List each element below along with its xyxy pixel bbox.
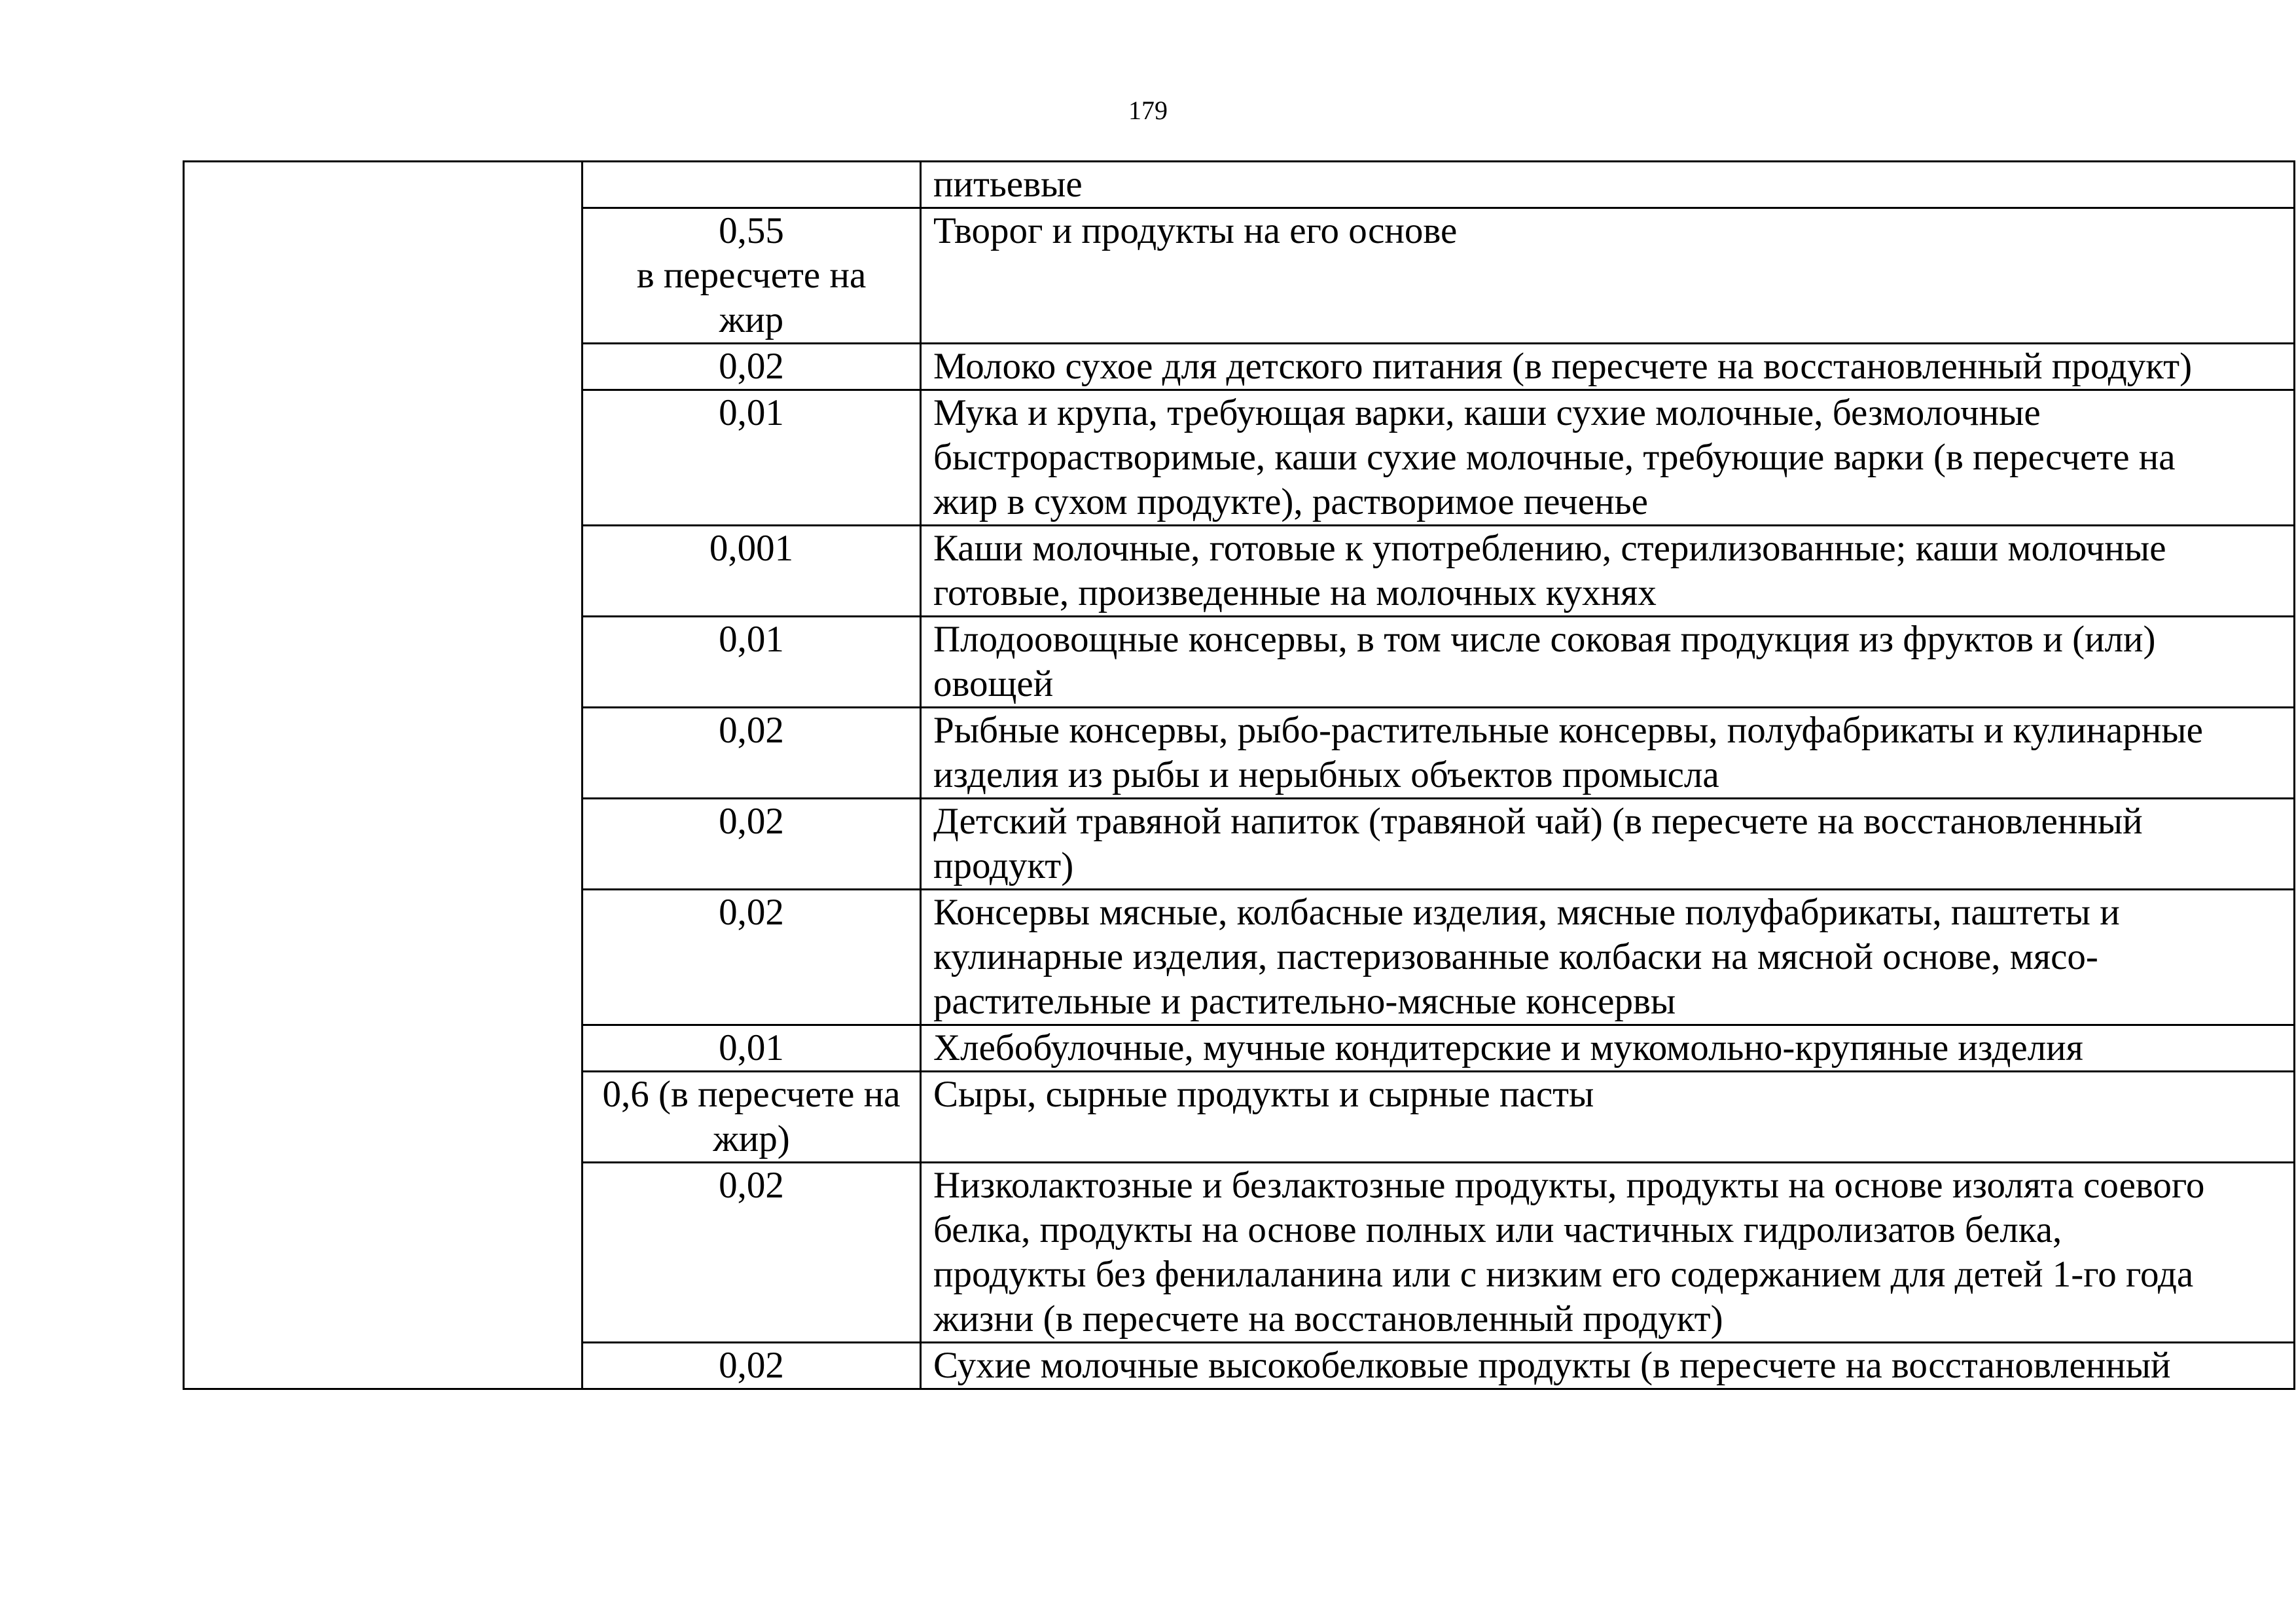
value-cell: 0,02: [583, 344, 921, 390]
value-cell: 0,02: [583, 1343, 921, 1389]
product-cell: Молоко сухое для детского питания (в пересчете на восстановленный продукт): [921, 344, 2295, 390]
value-cell: 0,02: [583, 708, 921, 799]
value-cell: 0,001: [583, 526, 921, 617]
table-body: [184, 162, 2295, 1389]
product-cell: Сыры, сырные продукты и сырные пасты: [921, 1072, 2295, 1163]
value-cell: 0,01: [583, 617, 921, 708]
value-cell: 0,02: [583, 890, 921, 1025]
value-cell: 0,02: [583, 1163, 921, 1343]
product-cell: питьевые: [921, 162, 2295, 208]
group-cell: [184, 162, 583, 1389]
product-cell: Детский травяной напиток (травяной чай) (в пересчете на восстановленный продукт): [921, 799, 2295, 890]
product-cell: Низколактозные и безлактозные продукты, продукты на основе изолята соевого белка, продукты на основе полных или частичных гидролизатов белка, продукты без фенилаланина или с низким его содержанием для детей 1-го года жизни (в пересчете на восстановленный продукт): [921, 1163, 2295, 1343]
product-cell: Консервы мясные, колбасные изделия, мясные полуфабрикаты, паштеты и кулинарные изделия, пастеризованные колбаски на мясной основе, мясо- растительные и растительно-мясные консервы: [921, 890, 2295, 1025]
product-cell: Рыбные консервы, рыбо-растительные консервы, полуфабрикаты и кулинарные изделия из рыбы и нерыбных объектов промысла: [921, 708, 2295, 799]
product-cell: Каши молочные, готовые к употреблению, стерилизованные; каши молочные готовые, произведенные на молочных кухнях: [921, 526, 2295, 617]
value-cell: 0,02: [583, 799, 921, 890]
product-cell: Мука и крупа, требующая варки, каши сухие молочные, безмолочные быстрорастворимые, каши сухие молочные, требующие варки (в пересчете на жир в сухом продукте), растворимое печенье: [921, 390, 2295, 526]
table-row: [184, 162, 2295, 208]
product-cell: Сухие молочные высокобелковые продукты (в пересчете на восстановленный: [921, 1343, 2295, 1389]
value-cell: 0,01: [583, 390, 921, 526]
product-cell: Хлебобулочные, мучные кондитерские и мукомольно-крупяные изделия: [921, 1025, 2295, 1072]
value-cell: 0,01: [583, 1025, 921, 1072]
page-number: 179: [1128, 96, 1168, 125]
product-cell: Творог и продукты на его основе: [921, 208, 2295, 344]
limits-table: [183, 160, 2295, 1390]
value-cell: 0,6 (в пересчете на жир): [583, 1072, 921, 1163]
value-cell: [583, 162, 921, 208]
value-cell: 0,55 в пересчете на жир: [583, 208, 921, 344]
product-cell: Плодоовощные консервы, в том числе соковая продукция из фруктов и (или) овощей: [921, 617, 2295, 708]
